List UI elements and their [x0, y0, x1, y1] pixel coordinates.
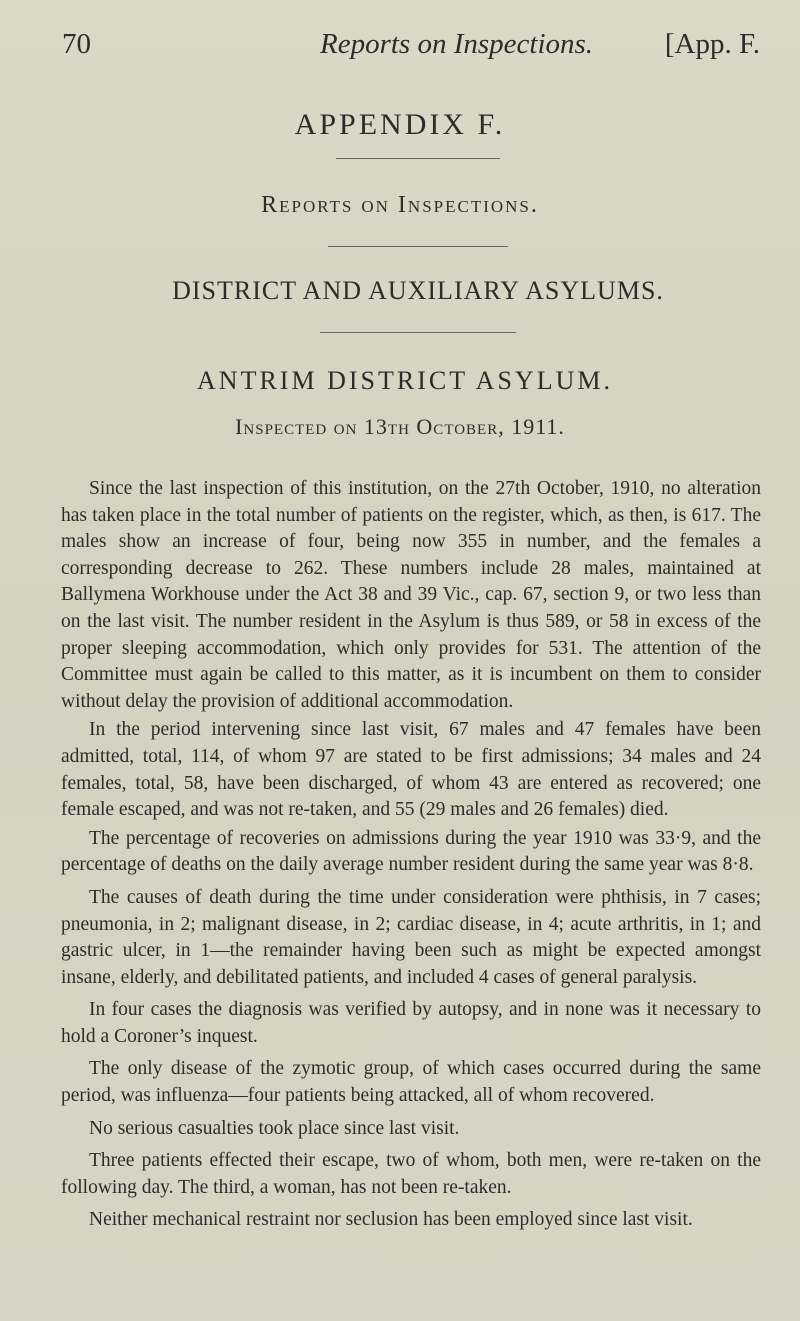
paragraph-escapes: Three patients effected their escape, two of whom, both men, were re-taken on the following day. The third, a woman, has not been re-taken.: [61, 1150, 761, 1198]
divider-rule: [336, 158, 500, 159]
report-body: [61, 476, 761, 1236]
paragraph-casualties: No serious casualties took place since last visit.: [89, 1117, 460, 1139]
paragraph-percentages: The percentage of recoveries on admissions during the year 1910 was 33·9, and the percentage of deaths on the daily average number resident during the same year was 8·8.: [61, 827, 761, 876]
running-head: [62, 28, 760, 68]
paragraph-accommodation: Since the last inspection of this institution, on the 27th October, 1910, no alteration has taken place in the total number of patients on the register, which, as then, is 617. The males show an increase of four, being now 355 in number, and the females a corresponding decrease to 262. These numbers include 28 males, maintained at Ballymena Workhouse under the Act 38 and 39 Vic., cap. 67, section 9, or two less than on the last visit. The number resident in the Asylum is thus 589, or 58 in excess of the proper sleeping accommodation, which only provides for 531. The attention of the Committee must again be called to this matter, as it is incumbent on them to consider without delay the provision of additional accommodation.: [61, 478, 761, 712]
paragraph-restraint: Neither mechanical restraint nor seclusion has been employed since last visit.: [89, 1209, 693, 1231]
running-head-title: Reports on Inspections.: [320, 28, 594, 60]
divider-rule: [328, 246, 508, 247]
paragraph-causes-of-death: The causes of death during the time under consideration were phthisis, in 7 cases; pneumonia, in 2; malignant disease, in 2; cardiac disease, in 4; acute arthritis, in 1; and gastric ulcer, in 1—the remainder having been such as might be expected amongst insane, elderly, and debilitated patients, and included 4 cases of general paralysis.: [61, 886, 761, 988]
asylum-title: ANTRIM DISTRICT ASYLUM.: [197, 366, 613, 395]
page-number: 70: [62, 28, 91, 60]
paragraph-admissions: In the period intervening since last visit, 67 males and 47 females have been admitted, total, 114, of whom 97 are stated to be first admissions; 34 males and 24 females, total, 58, have been discharged, of whom 43 are entered as recovered; one female escaped, and was not re-taken, and 55 (29 males and 26 females) died.: [61, 719, 761, 821]
appendix-title: APPENDIX F.: [294, 108, 506, 141]
divider-rule: [320, 332, 516, 333]
appendix-reference: [App. F.: [664, 28, 760, 60]
paragraph-autopsy: In four cases the diagnosis was verified by autopsy, and in none was it necessary to hold a Coroner’s inquest.: [61, 999, 761, 1047]
section-title: Reports on Inspections.: [261, 192, 539, 218]
paragraph-zymotic: The only disease of the zymotic group, of which cases occurred during the same period, was influenza—four patients being attacked, all of whom recovered.: [61, 1058, 761, 1107]
inspection-date-line: Inspected on 13th October, 1911.: [235, 414, 565, 439]
group-title: DISTRICT AND AUXILIARY ASYLUMS.: [172, 276, 664, 305]
